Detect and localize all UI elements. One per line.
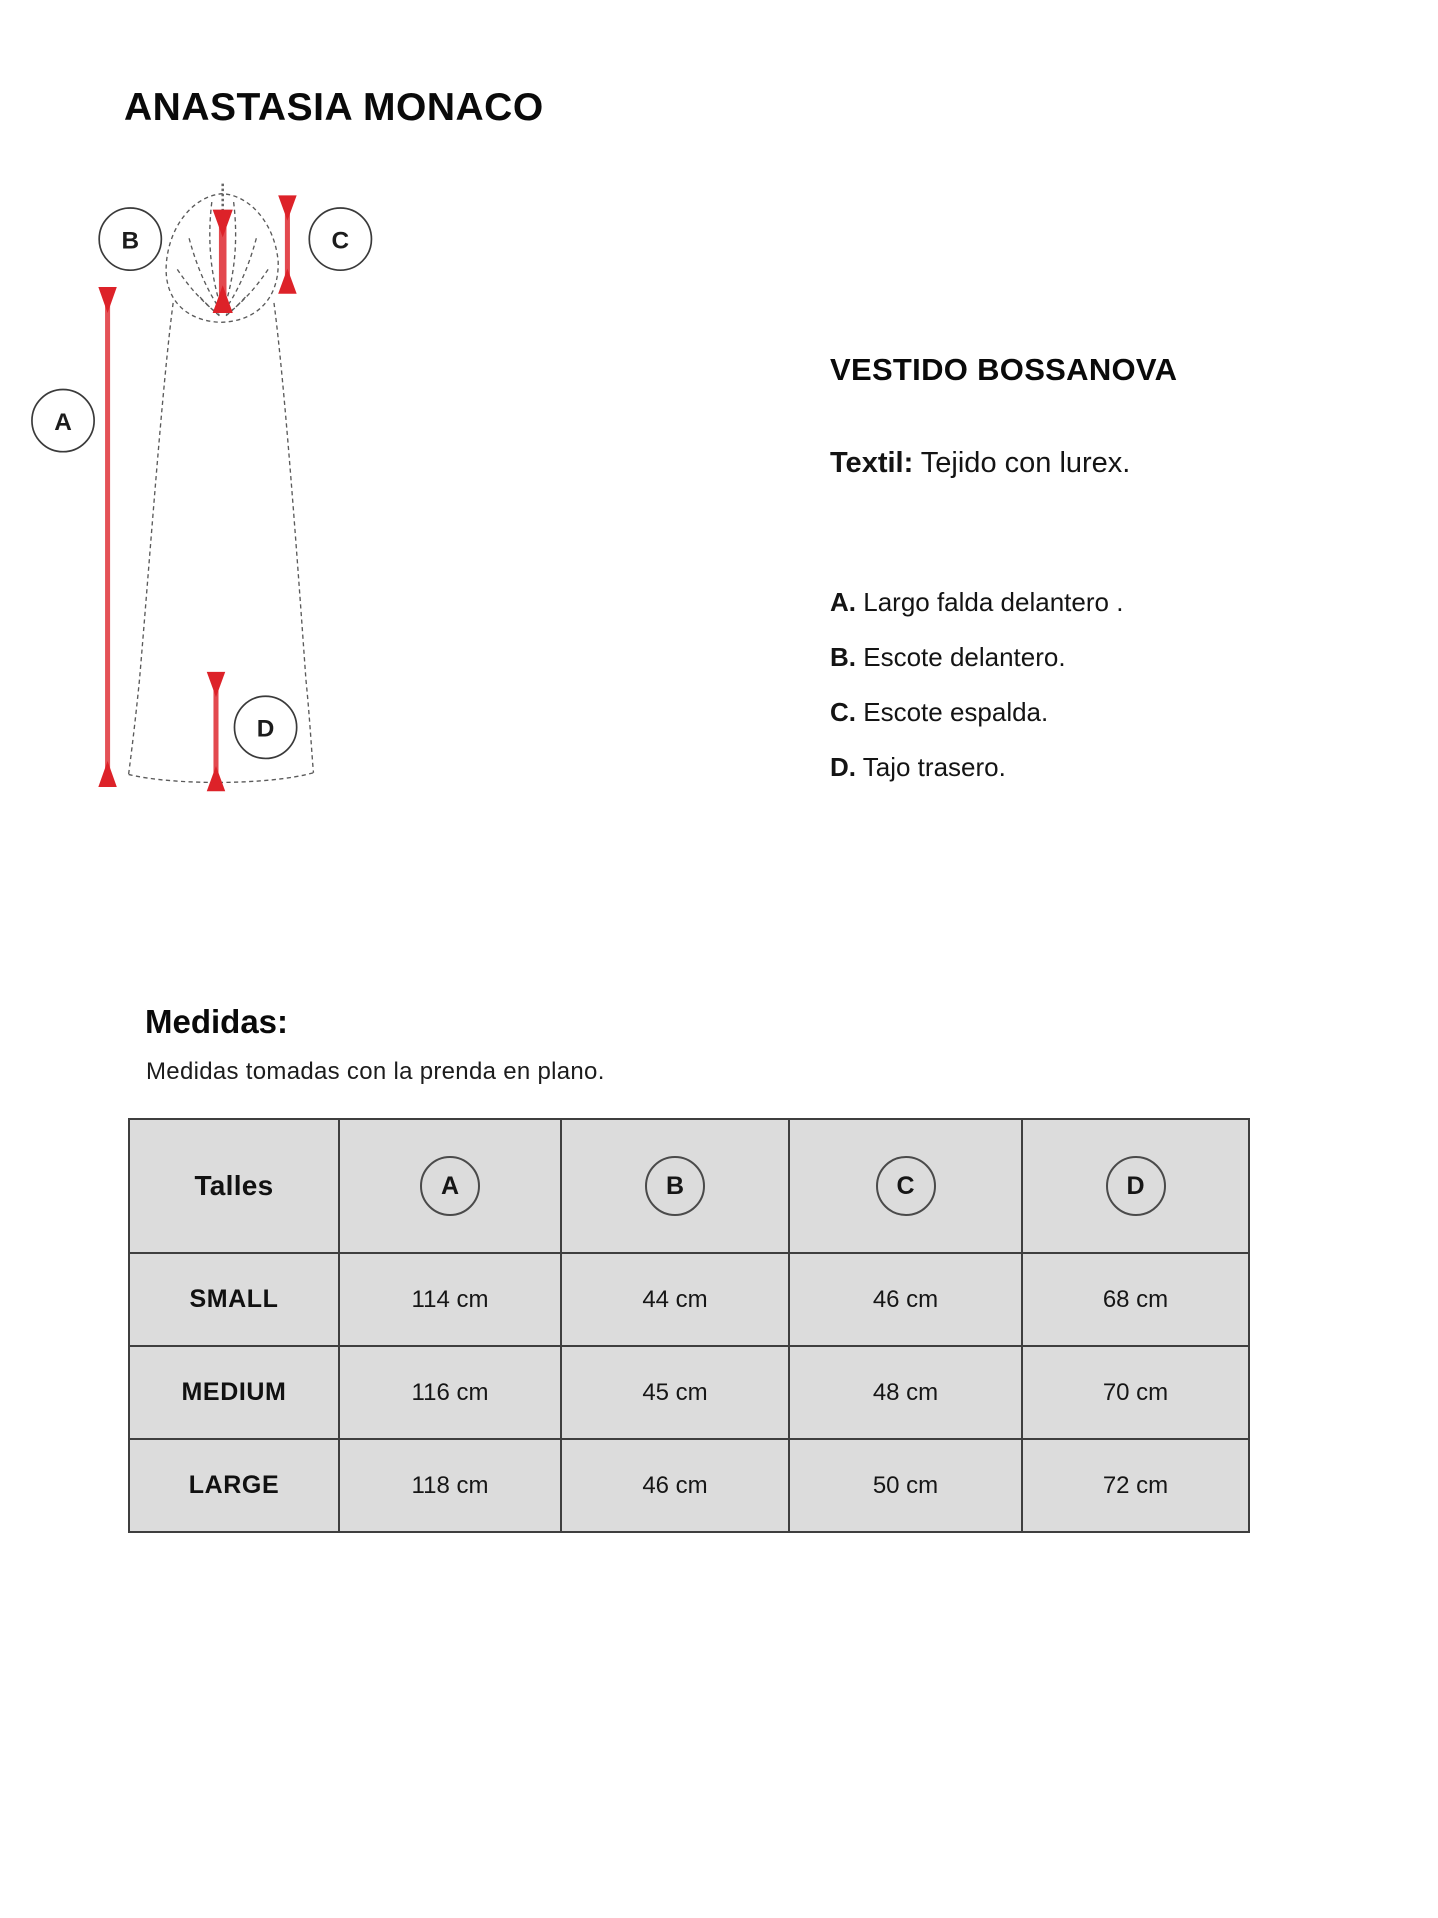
measure-arrow-a-bottom	[98, 761, 116, 787]
marker-letter-a: A	[54, 408, 72, 436]
measure-arrow-d-top	[207, 672, 225, 697]
value-medium-d: 70 cm	[1102, 1378, 1169, 1406]
value-large-d: 72 cm	[1102, 1471, 1169, 1499]
table-row-large	[129, 1439, 1249, 1532]
value-small-c: 46 cm	[872, 1285, 939, 1313]
measure-arrow-c-top	[278, 195, 296, 220]
value-medium-b: 45 cm	[642, 1378, 708, 1406]
legend-key-c: C.	[830, 697, 856, 727]
brand-title: ANASTASIA MONACO	[124, 86, 544, 129]
measure-arrow-b-top	[213, 210, 233, 238]
table-row-small	[129, 1253, 1249, 1346]
legend-label-a: Largo falda delantero .	[863, 587, 1124, 617]
table-header-talles: Talles	[194, 1170, 274, 1201]
value-small-d: 68 cm	[1102, 1285, 1169, 1313]
measurements-note: Medidas tomadas con la prenda en plano.	[146, 1058, 605, 1085]
legend-key-a: A.	[830, 587, 856, 617]
measurement-legend	[830, 585, 1123, 805]
size-table	[128, 1118, 1250, 1533]
value-small-b: 44 cm	[642, 1285, 708, 1313]
table-header-circle-b: B	[645, 1156, 705, 1216]
dress-measurement-diagram	[0, 150, 470, 940]
value-large-c: 50 cm	[872, 1471, 939, 1499]
legend-label-c: Escote espalda.	[863, 697, 1049, 727]
product-name: VESTIDO BOSSANOVA	[830, 352, 1178, 387]
legend-key-d: D.	[830, 752, 856, 782]
legend-item-b	[830, 640, 1123, 695]
table-header-circle-c: C	[876, 1156, 936, 1216]
table-header-circle-a: A	[420, 1156, 480, 1216]
legend-label-b: Escote delantero.	[863, 642, 1066, 672]
legend-item-c	[830, 695, 1123, 750]
textile-value: Tejido con lurex.	[920, 447, 1131, 479]
value-large-a: 118 cm	[411, 1471, 489, 1499]
marker-circles	[32, 208, 372, 758]
measure-arrow-c-bottom	[278, 269, 296, 294]
legend-label-d: Tajo trasero.	[862, 752, 1006, 782]
measure-arrow-b-bottom	[213, 285, 233, 313]
legend-item-d	[830, 750, 1123, 805]
legend-item-a	[830, 585, 1123, 640]
value-medium-c: 48 cm	[872, 1378, 939, 1406]
size-label-small: SMALL	[189, 1285, 279, 1313]
textile-line	[830, 447, 1130, 480]
measure-arrow-a-top	[98, 287, 116, 313]
size-label-medium: MEDIUM	[181, 1378, 287, 1406]
legend-key-b: B.	[830, 642, 856, 672]
table-row-medium	[129, 1346, 1249, 1439]
textile-label: Textil:	[830, 447, 914, 479]
value-medium-a: 116 cm	[411, 1378, 489, 1406]
value-small-a: 114 cm	[411, 1285, 489, 1313]
table-header-circle-d: D	[1106, 1156, 1166, 1216]
size-table-header-row	[129, 1119, 1249, 1253]
size-label-large: LARGE	[188, 1471, 280, 1499]
measurements-heading: Medidas:	[145, 1003, 289, 1040]
marker-letter-c: C	[331, 227, 350, 255]
measure-arrow-d-bottom	[207, 766, 225, 791]
value-large-b: 46 cm	[642, 1471, 708, 1499]
marker-letter-b: B	[121, 227, 140, 255]
marker-letter-d: D	[256, 715, 275, 743]
